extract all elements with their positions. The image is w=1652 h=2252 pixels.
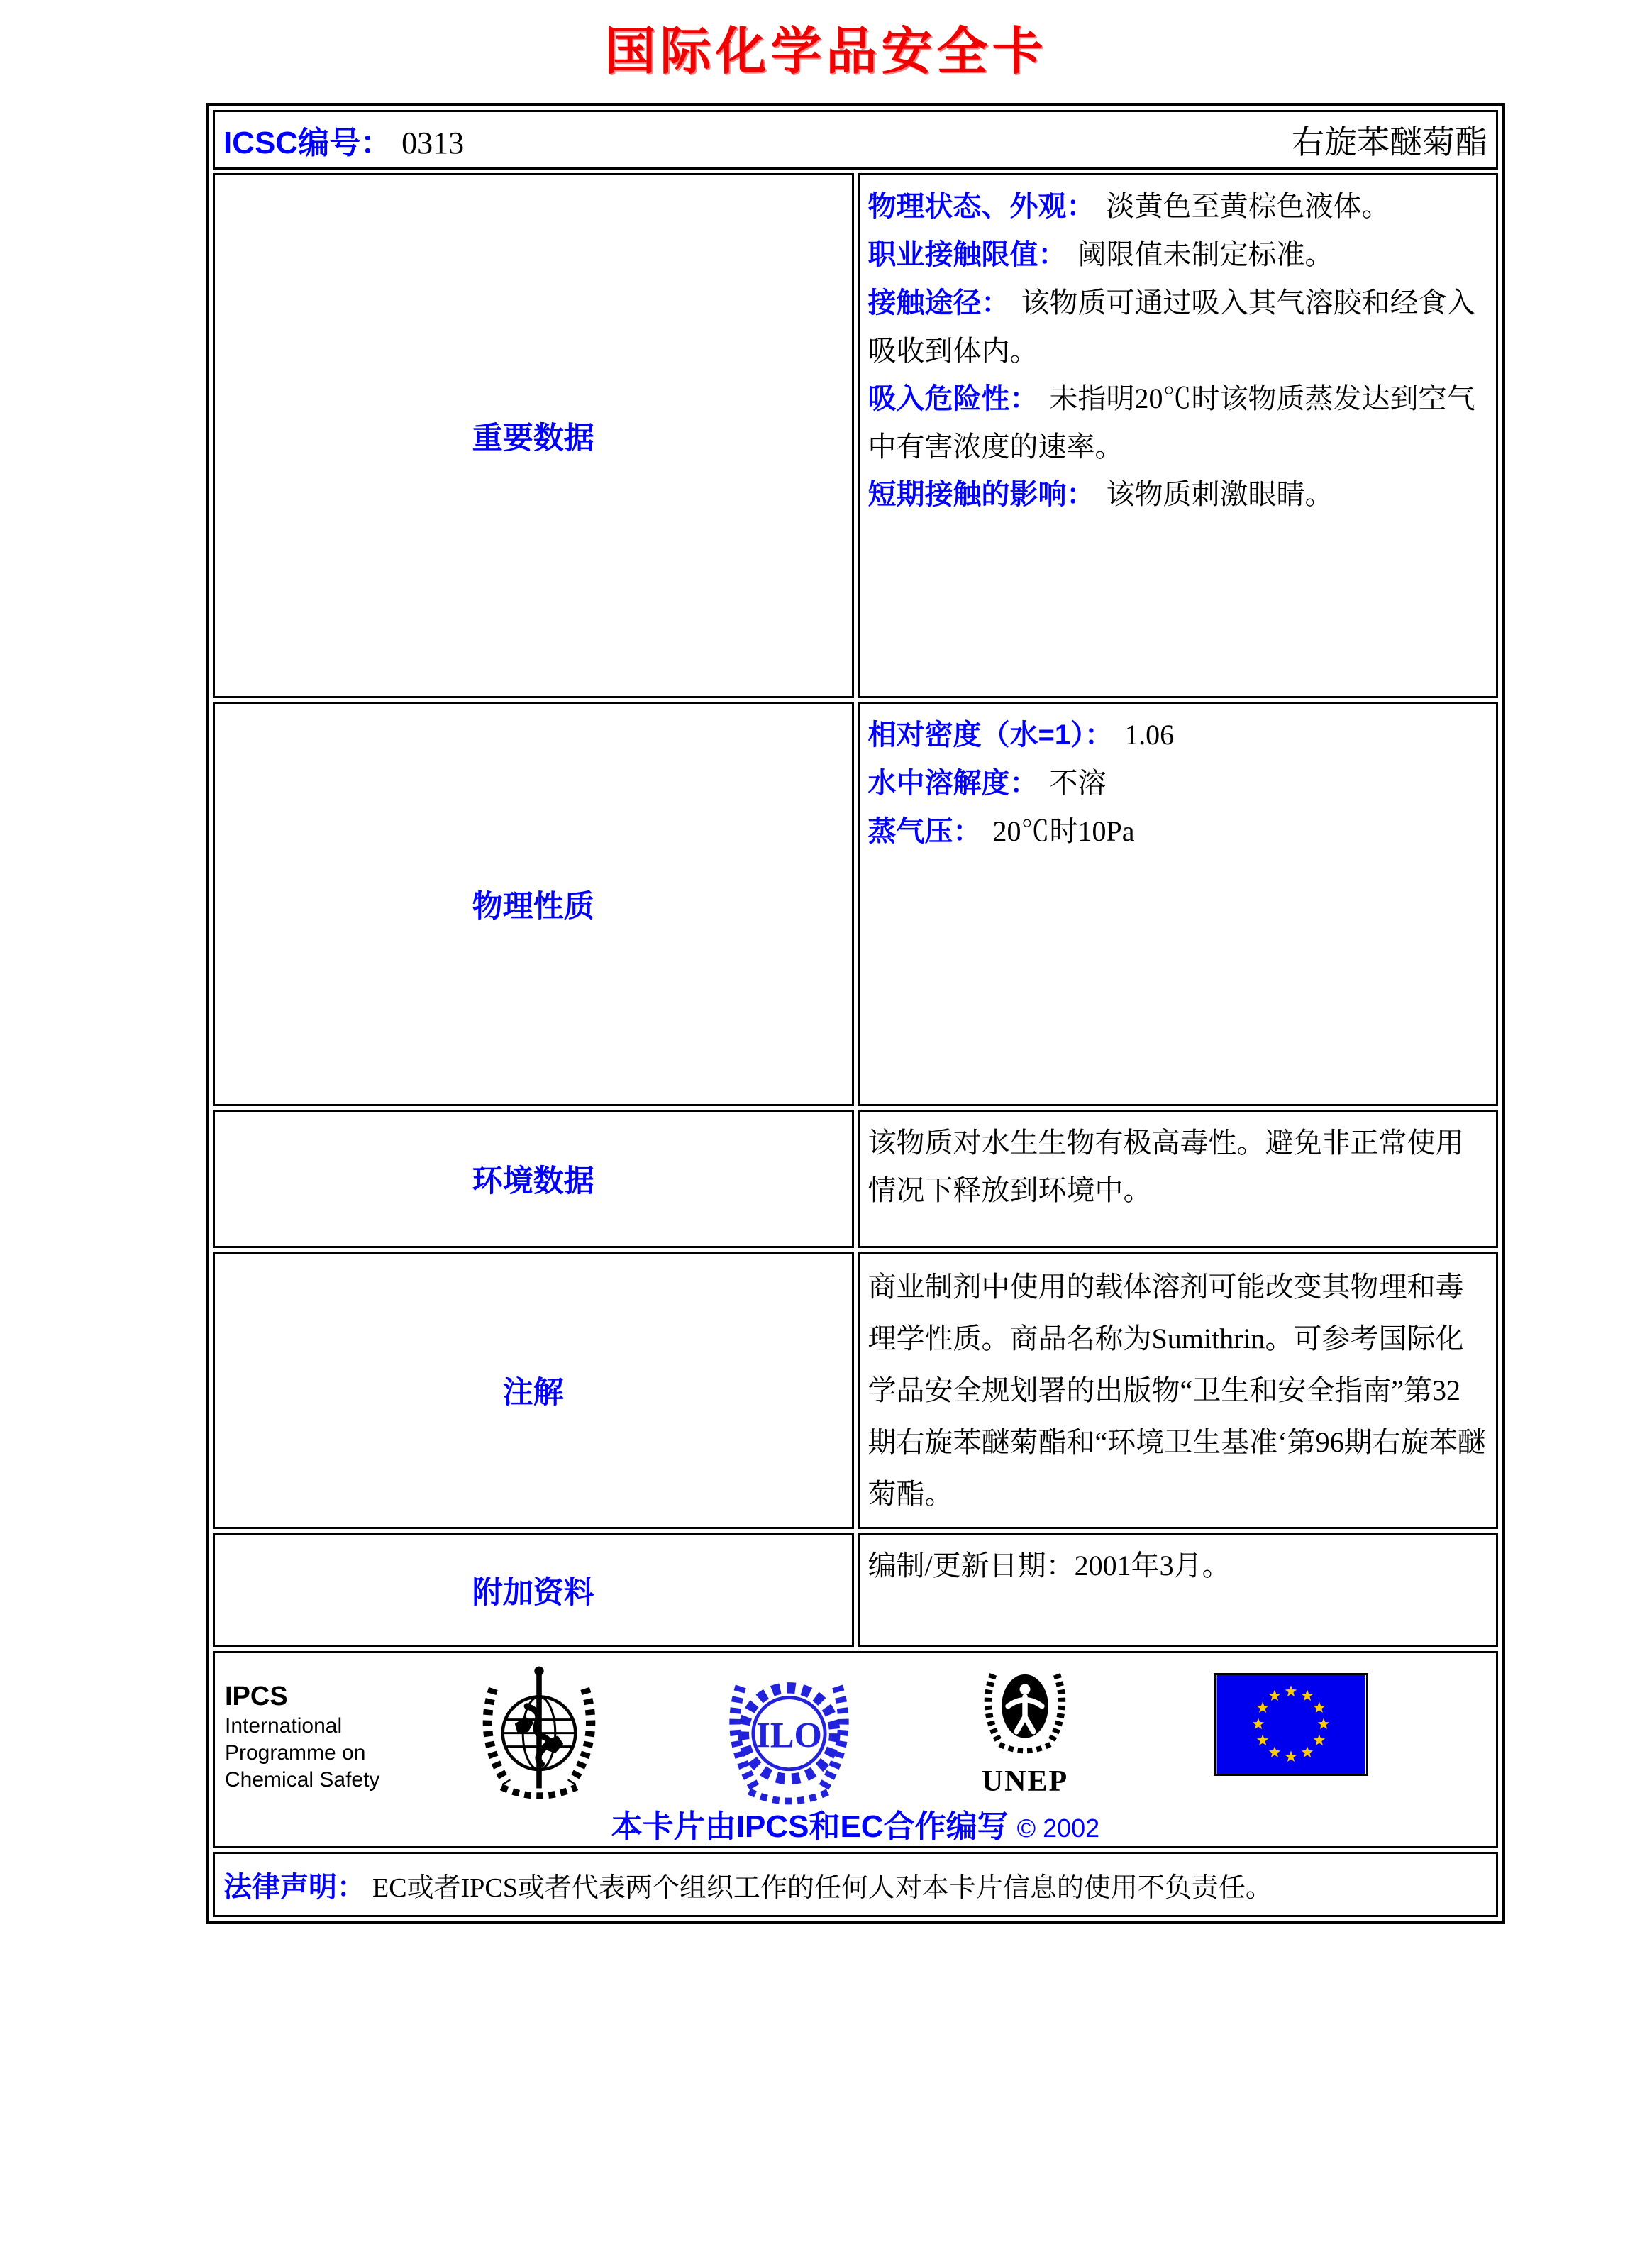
icsc-table bbox=[206, 103, 1505, 1924]
section-label-environmental-data: 环境数据 bbox=[213, 1110, 854, 1248]
physical-state-line: 物理状态、外观： 淡黄色至黄棕色液体。 bbox=[867, 190, 1390, 222]
legal-label: 法律声明： bbox=[223, 1871, 365, 1903]
eu-flag-icon bbox=[1214, 1673, 1368, 1776]
exposure-route-line: 接触途径： 该物质可通过吸入其气溶胶和经食入吸收到体内。 bbox=[867, 287, 1475, 367]
legal-row bbox=[213, 1852, 1498, 1917]
ipcs-abbr: IPCS bbox=[225, 1682, 288, 1711]
header-row bbox=[213, 110, 1498, 170]
relative-density-line: 相对密度（水=1）： 1.06 bbox=[867, 719, 1175, 751]
additional-info-row bbox=[213, 1533, 1498, 1647]
section-label-physical-properties: 物理性质 bbox=[213, 702, 854, 1106]
unep-logo-icon bbox=[972, 1662, 1078, 1762]
icsc-number-value: 0313 bbox=[401, 126, 465, 160]
environmental-data-row bbox=[213, 1110, 1498, 1248]
additional-info-content: 编制/更新日期：2001年3月。 bbox=[858, 1533, 1499, 1647]
copyright-text: © 2002 bbox=[1016, 1814, 1100, 1843]
legal-text: EC或者IPCS或者代表两个组织工作的任何人对本卡片信息的使用不负责任。 bbox=[372, 1872, 1273, 1903]
icsc-number-label: ICSC编号： bbox=[223, 126, 392, 160]
physical-properties-row bbox=[213, 702, 1498, 1106]
icsc-number-field bbox=[223, 117, 464, 162]
ipcs-text-block: IPCS International Programme on Chemical Safety bbox=[225, 1682, 380, 1792]
exposure-limit-line: 职业接触限值： 阈限值未制定标准。 bbox=[867, 238, 1334, 270]
water-solubility-line: 水中溶解度： 不溶 bbox=[867, 767, 1107, 799]
page-title: 国际化学品安全卡 bbox=[604, 23, 1048, 80]
section-label-notes: 注解 bbox=[213, 1252, 854, 1529]
unep-logo-block bbox=[968, 1662, 1082, 1797]
notes-content: 商业制剂中使用的载体溶剂可能改变其物理和毒理学性质。商品名称为Sumithrin。可参考国际化学品安全规划署的出版物“卫生和安全指南”第32期右旋苯醚菊酯和“环境卫生基准‘第96期右旋苯醚菊酯。 bbox=[858, 1252, 1499, 1529]
who-logo-icon bbox=[472, 1659, 606, 1811]
ilo-logo-icon bbox=[720, 1659, 858, 1815]
section-label-additional-info: 附加资料 bbox=[213, 1533, 854, 1647]
legal-notice bbox=[213, 1852, 1498, 1917]
vapor-pressure-line: 蒸气压： 20℃时10Pa bbox=[867, 815, 1135, 847]
physical-properties-content bbox=[858, 702, 1499, 1106]
ilo-letters: ILO bbox=[756, 1715, 822, 1755]
logos-row bbox=[213, 1651, 1498, 1848]
chemical-name: 右旋苯醚菊酯 bbox=[1292, 124, 1487, 160]
important-data-content bbox=[858, 173, 1499, 698]
unep-wordmark: UNEP bbox=[981, 1765, 1069, 1798]
environmental-data-content: 该物质对水生生物有极高毒性。避免非正常使用情况下释放到环境中。 bbox=[858, 1110, 1499, 1248]
cooperation-caption: 本卡片由IPCS和EC合作编写 © 2002 bbox=[611, 1809, 1100, 1844]
inhalation-risk-line: 吸入危险性： 未指明20℃时该物质蒸发达到空气中有害浓度的速率。 bbox=[867, 382, 1475, 463]
short-term-effects-line: 短期接触的影响： 该物质刺激眼睛。 bbox=[867, 478, 1334, 510]
notes-row bbox=[213, 1252, 1498, 1529]
important-data-row bbox=[213, 173, 1498, 698]
section-label-important-data: 重要数据 bbox=[213, 173, 854, 698]
